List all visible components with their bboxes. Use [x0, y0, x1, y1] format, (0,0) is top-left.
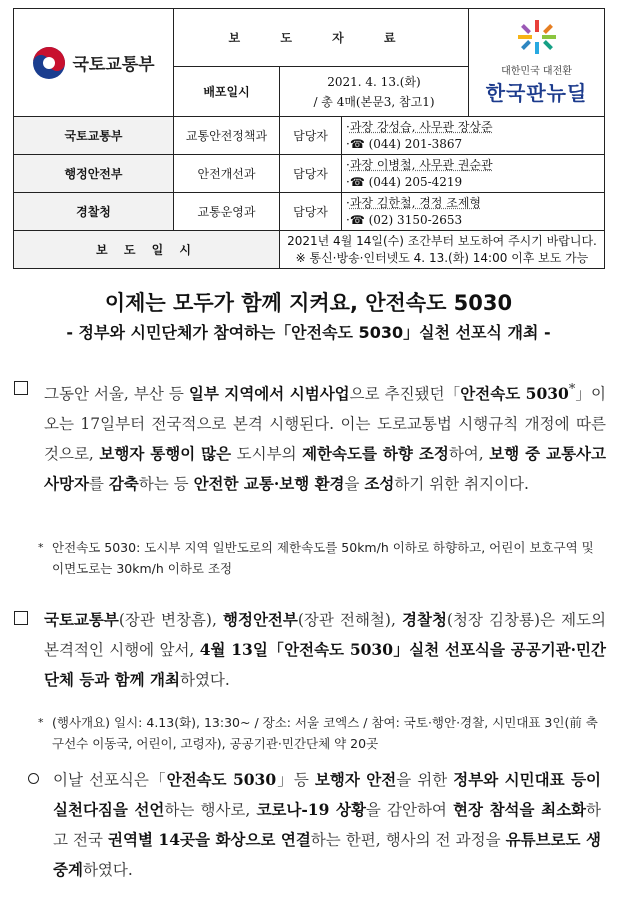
- contact-people: 과장 김한철, 경정 조제형: [349, 195, 482, 210]
- release-row: [14, 231, 605, 269]
- distribution-label: 배포일시: [174, 67, 280, 117]
- document-type-title: 보 도 자 료: [174, 9, 469, 67]
- contact-phone: (044) 205-4219: [368, 174, 463, 189]
- contact-details: ·과장 이병철, 사무관 권순관 ·☎ (044) 205-4219: [342, 155, 605, 193]
- contact-row: [14, 117, 605, 155]
- contact-org: 행정안전부: [14, 155, 174, 193]
- footnote-event-summary: * (행사개요) 일시: 4.13(화), 13:30~ / 장소: 서울 코엑스 / 참여: 국토·행안·경찰, 시민대표 3인(前 축구선수 이동국, 어린이, 고령자), 공공기관·민간단체 약 20곳: [38, 712, 606, 754]
- footnote-speed-definition: * 안전속도 5030: 도시부 지역 일반도로의 제한속도를 50km/h 이하로 하향하고, 어린이 보호구역 및 이면도로는 30km/h 이하로 조정: [38, 537, 606, 579]
- headline: 이제는 모두가 함께 지켜요, 안전속도 5030: [104, 291, 513, 315]
- paragraph-text: 국토교통부(장관 변창흠), 행정안전부(장관 전해철), 경찰청(청장 김창룡)은 제도의 본격적인 시행에 앞서, 4월 13일「안전속도 5030」실천 선포식을 공공기관·민간단체 등과 함께 개최하였다.: [44, 610, 606, 689]
- ministry-logo-cell: [14, 9, 174, 117]
- contact-dept: 안전개선과: [174, 155, 280, 193]
- ministry-name: 국토교통부: [72, 55, 155, 75]
- contact-row: [14, 193, 605, 231]
- contact-org: 경찰청: [14, 193, 174, 231]
- paragraph-text: 이날 선포식은「안전속도 5030」등 보행자 안전을 위한 정부와 시민대표 등이 실천다짐을 선언하는 행사로, 코로나-19 상황을 감안하여 현장 참석을 최소화하고 전국 권역별 14곳을 화상으로 연결하는 한편, 행사의 전 과정을 유튜브로도 생중계하였다.: [53, 770, 602, 879]
- subheadline: - 정부와 시민단체가 참여하는「안전속도 5030」실천 선포식 개최 -: [66, 323, 551, 342]
- distribution-pages: / 총 4매(본문3, 참고1): [313, 94, 435, 109]
- paragraph-text: 그동안 서울, 부산 등 일부 지역에서 시범사업으로 추진됐던「안전속도 5030*」이 오는 17일부터 전국적으로 본격 시행된다. 이는 도로교통법 시행규칙 개정에 따른 것으로, 보행자 통행이 많은 도시부의 제한속도를 하향 조정하여, 보행 중 교통사고 사망자를 감축하는 등 안전한 교통·보행 환경을 조성하기 위한 취지이다.: [44, 382, 607, 494]
- phone-icon: ☎: [349, 136, 365, 151]
- contact-role: 담당자: [280, 193, 342, 231]
- contact-people: 과장 강성습, 사무관 장상준: [349, 119, 493, 134]
- new-deal-star-icon: [516, 19, 558, 55]
- contact-row: [14, 155, 605, 193]
- contact-details: ·과장 김한철, 경정 조제형 ·☎ (02) 3150-2653: [342, 193, 605, 231]
- body-paragraph-1: [14, 375, 606, 499]
- footnote-text: (행사개요) 일시: 4.13(화), 13:30~ / 장소: 서울 코엑스 / 참여: 국토·행안·경찰, 시민대표 3인(前 축구선수 이동국, 어린이, 고령자), 공공기관·민간단체 약 20곳: [52, 715, 598, 751]
- footnote-text: 안전속도 5030: 도시부 지역 일반도로의 제한속도를 50km/h 이하로 하향하고, 어린이 보호구역 및 이면도로는 30km/h 이하로 조정: [52, 540, 594, 576]
- brand-tagline: 대한민국 대전환: [501, 66, 572, 77]
- contact-dept: 교통운영과: [174, 193, 280, 231]
- contact-phone: (044) 201-3867: [368, 136, 463, 151]
- body-paragraph-2: [14, 605, 606, 695]
- contact-people: 과장 이병철, 사무관 권순관: [349, 157, 493, 172]
- brand-name: 한국판뉴딜: [485, 81, 588, 105]
- korean-new-deal-logo: [469, 9, 605, 117]
- release-info: [280, 231, 605, 269]
- release-label: 보 도 일 시: [14, 231, 280, 269]
- release-line-1: 2021년 4월 14일(수) 조간부터 보도하여 주시기 바랍니다.: [287, 233, 597, 248]
- press-release-header: [13, 8, 605, 269]
- release-line-2: ※ 통신·방송·인터넷도 4. 13.(화) 14:00 이후 보도 가능: [295, 250, 589, 265]
- phone-icon: ☎: [349, 174, 365, 189]
- contact-phone: (02) 3150-2653: [368, 212, 463, 227]
- phone-icon: ☎: [349, 212, 365, 227]
- contact-details: ·과장 강성습, 사무관 장상준 ·☎ (044) 201-3867: [342, 117, 605, 155]
- contact-role: 담당자: [280, 155, 342, 193]
- distribution-info: [280, 67, 469, 117]
- square-bullet-icon: [14, 381, 28, 395]
- body-paragraph-3: [14, 765, 606, 885]
- contact-dept: 교통안전정책과: [174, 117, 280, 155]
- circle-bullet-icon: [28, 773, 39, 784]
- taegeuk-emblem-icon: [32, 46, 66, 80]
- distribution-date: 2021. 4. 13.(화): [327, 74, 421, 89]
- contact-role: 담당자: [280, 117, 342, 155]
- contact-org: 국토교통부: [14, 117, 174, 155]
- square-bullet-icon: [14, 611, 28, 625]
